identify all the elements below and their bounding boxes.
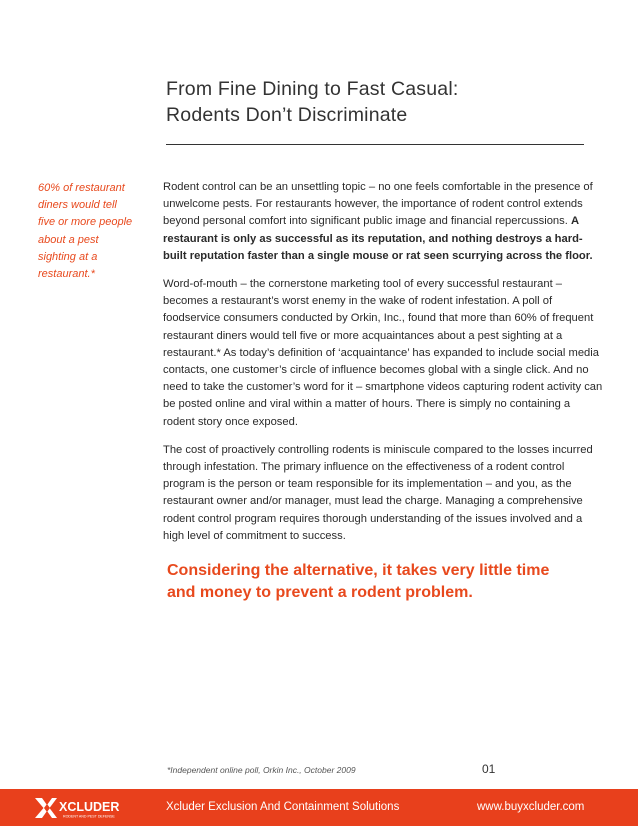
paragraph-1-emphasis: A restaurant is only as successful as its reputation, and nothing destroys a hard-built reputation faster than a single mouse or rat seen scurrying across the floor. <box>163 215 593 262</box>
quote-line: restaurant.* <box>38 268 95 281</box>
paragraph-1-text: Rodent control can be an unsettling topic – no one feels comfortable in the presence of unwelcome pests. For restaurants however, the importance of rodent control extends beyond personal comfort into significant public image and financial repercussions. <box>163 181 593 228</box>
footnote: *Independent online poll, Orkin Inc., October 2009 <box>167 765 356 775</box>
footer-company-name: Xcluder Exclusion And Containment Solutions <box>166 801 400 813</box>
paragraph-3: The cost of proactively controlling rodents is miniscule compared to the losses incurred through infestation. The primary influence on the effectiveness of a rodent control program is the person or team responsible for its implementation – and you, as the restaurant owner and/or manager, must lead the charge. Managing a comprehensive rodent control program requires thorough understanding of the issues involved and a high level of commitment to success. <box>163 443 593 542</box>
quote-line: about a pest <box>38 233 99 246</box>
svg-text:RODENT AND PEST DEFENSE: RODENT AND PEST DEFENSE <box>63 814 115 819</box>
page-title <box>166 76 586 128</box>
page-number: 01 <box>482 762 496 776</box>
quote-line: diners would tell <box>38 199 117 212</box>
quote-line: five or more people <box>38 216 133 229</box>
sidebar-pull-quote <box>38 180 148 283</box>
footer-bar <box>0 789 638 826</box>
paragraph-2: Word-of-mouth – the cornerstone marketing tool of every successful restaurant – becomes a restaurant’s worst enemy in the wake of rodent infestation. A poll of foodservice consumers conducted by Orkin, Inc., found that more than 60% of frequent restaurant diners would tell five or more acquaintances about a pest sighting at a restaurant.* As today’s definition of ‘acquaintance’ has expanded to include social media contacts, one customer’s circle of influence becomes global with a single click. And no need to take the customer’s word for it – smartphone videos capturing rodent activity can be posted online and viral within a matter of hours. There is simply no containing a rodent story once exposed. <box>163 278 603 428</box>
callout-statement <box>167 560 607 604</box>
title-line-2: Rodents Don’t Discriminate <box>166 104 408 126</box>
callout-line-1: Considering the alternative, it takes very little time <box>167 562 550 579</box>
body-text <box>163 179 603 556</box>
xcluder-logo <box>33 796 133 820</box>
quote-line: sighting at a <box>38 250 98 263</box>
paragraph-1 <box>163 179 603 265</box>
callout-line-2: and money to prevent a rodent problem. <box>167 584 473 601</box>
svg-text:XCLUDER: XCLUDER <box>59 800 120 814</box>
title-divider <box>166 144 584 145</box>
x-mark-icon <box>35 798 57 818</box>
title-line-1: From Fine Dining to Fast Casual: <box>166 78 459 100</box>
footer-website-link[interactable]: www.buyxcluder.com <box>477 801 585 813</box>
quote-line: 60% of restaurant <box>38 182 125 194</box>
